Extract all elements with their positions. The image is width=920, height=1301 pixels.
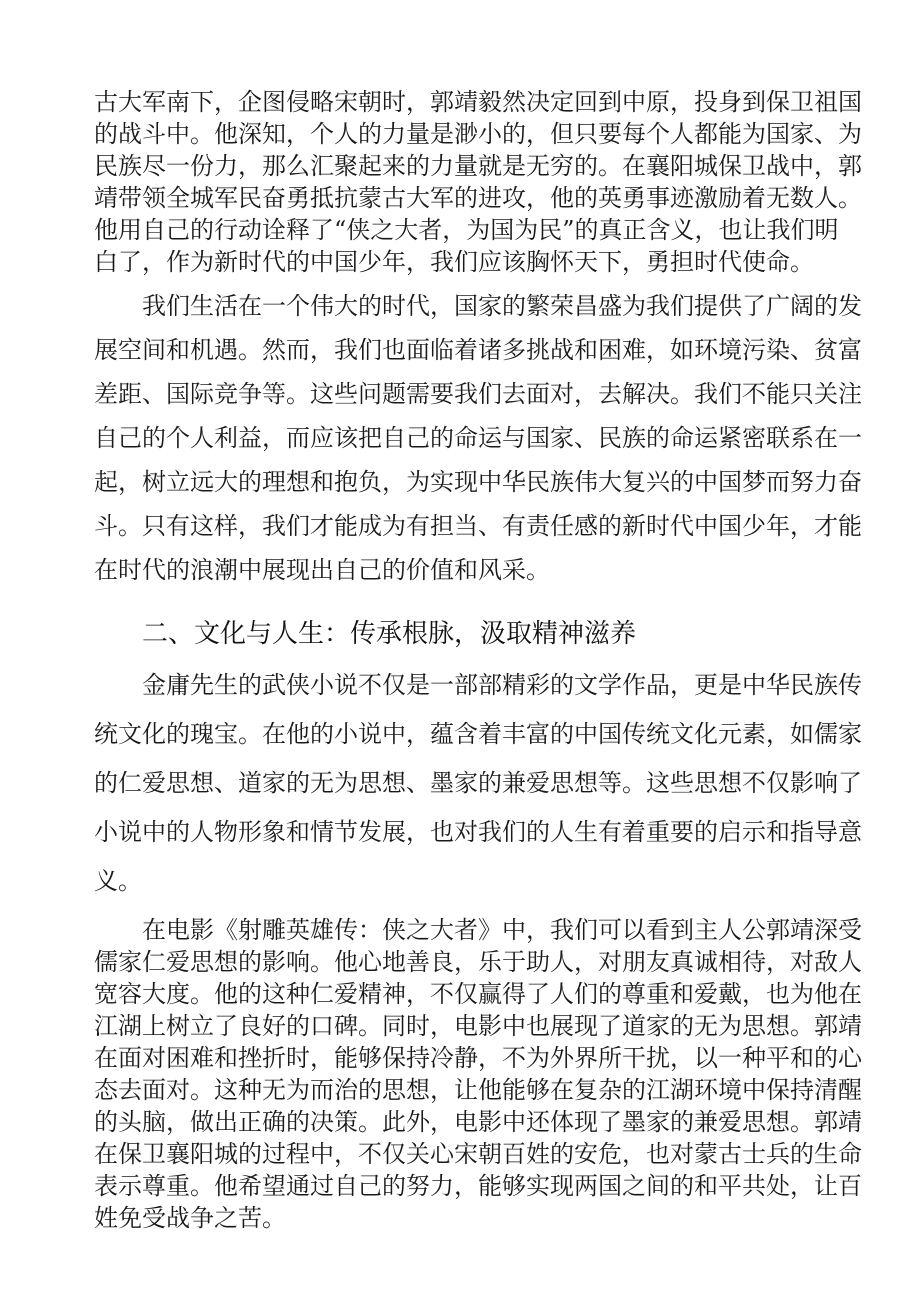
paragraph-line: 斗。只有这样，我们才能成为有担当、有责任感的新时代中国少年，才能 [94, 512, 862, 540]
paragraph-line: 统文化的瑰宝。在他的小说中，蕴含着丰富的中国传统文化元素，如儒家 [94, 720, 862, 748]
paragraph-line: 的仁爱思想、道家的无为思想、墨家的兼爱思想等。这些思想不仅影响了 [94, 769, 862, 797]
paragraph-line: 儒家仁爱思想的影响。他心地善良，乐于助人，对朋友真诚相待，对敌人 [94, 948, 862, 976]
paragraph-line: 在保卫襄阳城的过程中，不仅关心宋朝百姓的安危，也对蒙古士兵的生命 [94, 1140, 862, 1168]
paragraph-line: 的战斗中。他深知，个人的力量是渺小的，但只要每个人都能为国家、为 [94, 120, 862, 148]
paragraph-line: 起，树立远大的理想和抱负，为实现中华民族伟大复兴的中国梦而努力奋 [94, 468, 862, 496]
paragraph-line: 宽容大度。他的这种仁爱精神，不仅赢得了人们的尊重和爱戴，也为他在 [94, 980, 862, 1008]
paragraph-line: 他用自己的行动诠释了“侠之大者，为国为民”的真正含义，也让我们明 [94, 216, 839, 244]
paragraph-line: 金庸先生的武侠小说不仅是一部部精彩的文学作品，更是中华民族传 [142, 671, 862, 699]
paragraph-line: 的头脑，做出正确的决策。此外，电影中还体现了墨家的兼爱思想。郭靖 [94, 1108, 862, 1136]
paragraph-line: 小说中的人物形象和情节发展，也对我们的人生有着重要的启示和指导意 [94, 818, 862, 846]
paragraph-line: 在电影《射雕英雄传：侠之大者》中，我们可以看到主人公郭靖深受 [142, 916, 862, 944]
paragraph-line: 江湖上树立了良好的口碑。同时，电影中也展现了道家的无为思想。郭靖 [94, 1012, 862, 1040]
paragraph-line: 表示尊重。他希望通过自己的努力，能够实现两国之间的和平共处，让百 [94, 1172, 862, 1200]
paragraph-line: 在面对困难和挫折时，能够保持冷静，不为外界所干扰，以一种平和的心 [94, 1044, 862, 1072]
paragraph-line: 古大军南下，企图侵略宋朝时，郭靖毅然决定回到中原，投身到保卫祖国 [94, 88, 862, 116]
section-heading: 二、文化与人生：传承根脉，汲取精神滋养 [142, 619, 637, 649]
paragraph-line: 态去面对。这种无为而治的思想，让他能够在复杂的江湖环境中保持清醒 [94, 1076, 862, 1104]
paragraph-line: 白了，作为新时代的中国少年，我们应该胸怀天下，勇担时代使命。 [94, 248, 814, 276]
paragraph-line: 民族尽一份力，那么汇聚起来的力量就是无穷的。在襄阳城保卫战中，郭 [94, 152, 862, 180]
paragraph-line: 我们生活在一个伟大的时代，国家的繁荣昌盛为我们提供了广阔的发 [142, 292, 862, 320]
paragraph-line: 姓免受战争之苦。 [94, 1204, 286, 1232]
paragraph-line: 展空间和机遇。然而，我们也面临着诸多挑战和困难，如环境污染、贫富 [94, 336, 862, 364]
paragraph-line: 在时代的浪潮中展现出自己的价值和风采。 [94, 556, 550, 584]
paragraph-line: 自己的个人利益，而应该把自己的命运与国家、民族的命运紧密联系在一 [94, 424, 862, 452]
paragraph-line: 靖带领全城军民奋勇抵抗蒙古大军的进攻，他的英勇事迹激励着无数人。 [94, 184, 862, 212]
paragraph-line: 义。 [94, 867, 142, 895]
paragraph-line: 差距、国际竞争等。这些问题需要我们去面对，去解决。我们不能只关注 [94, 380, 862, 408]
